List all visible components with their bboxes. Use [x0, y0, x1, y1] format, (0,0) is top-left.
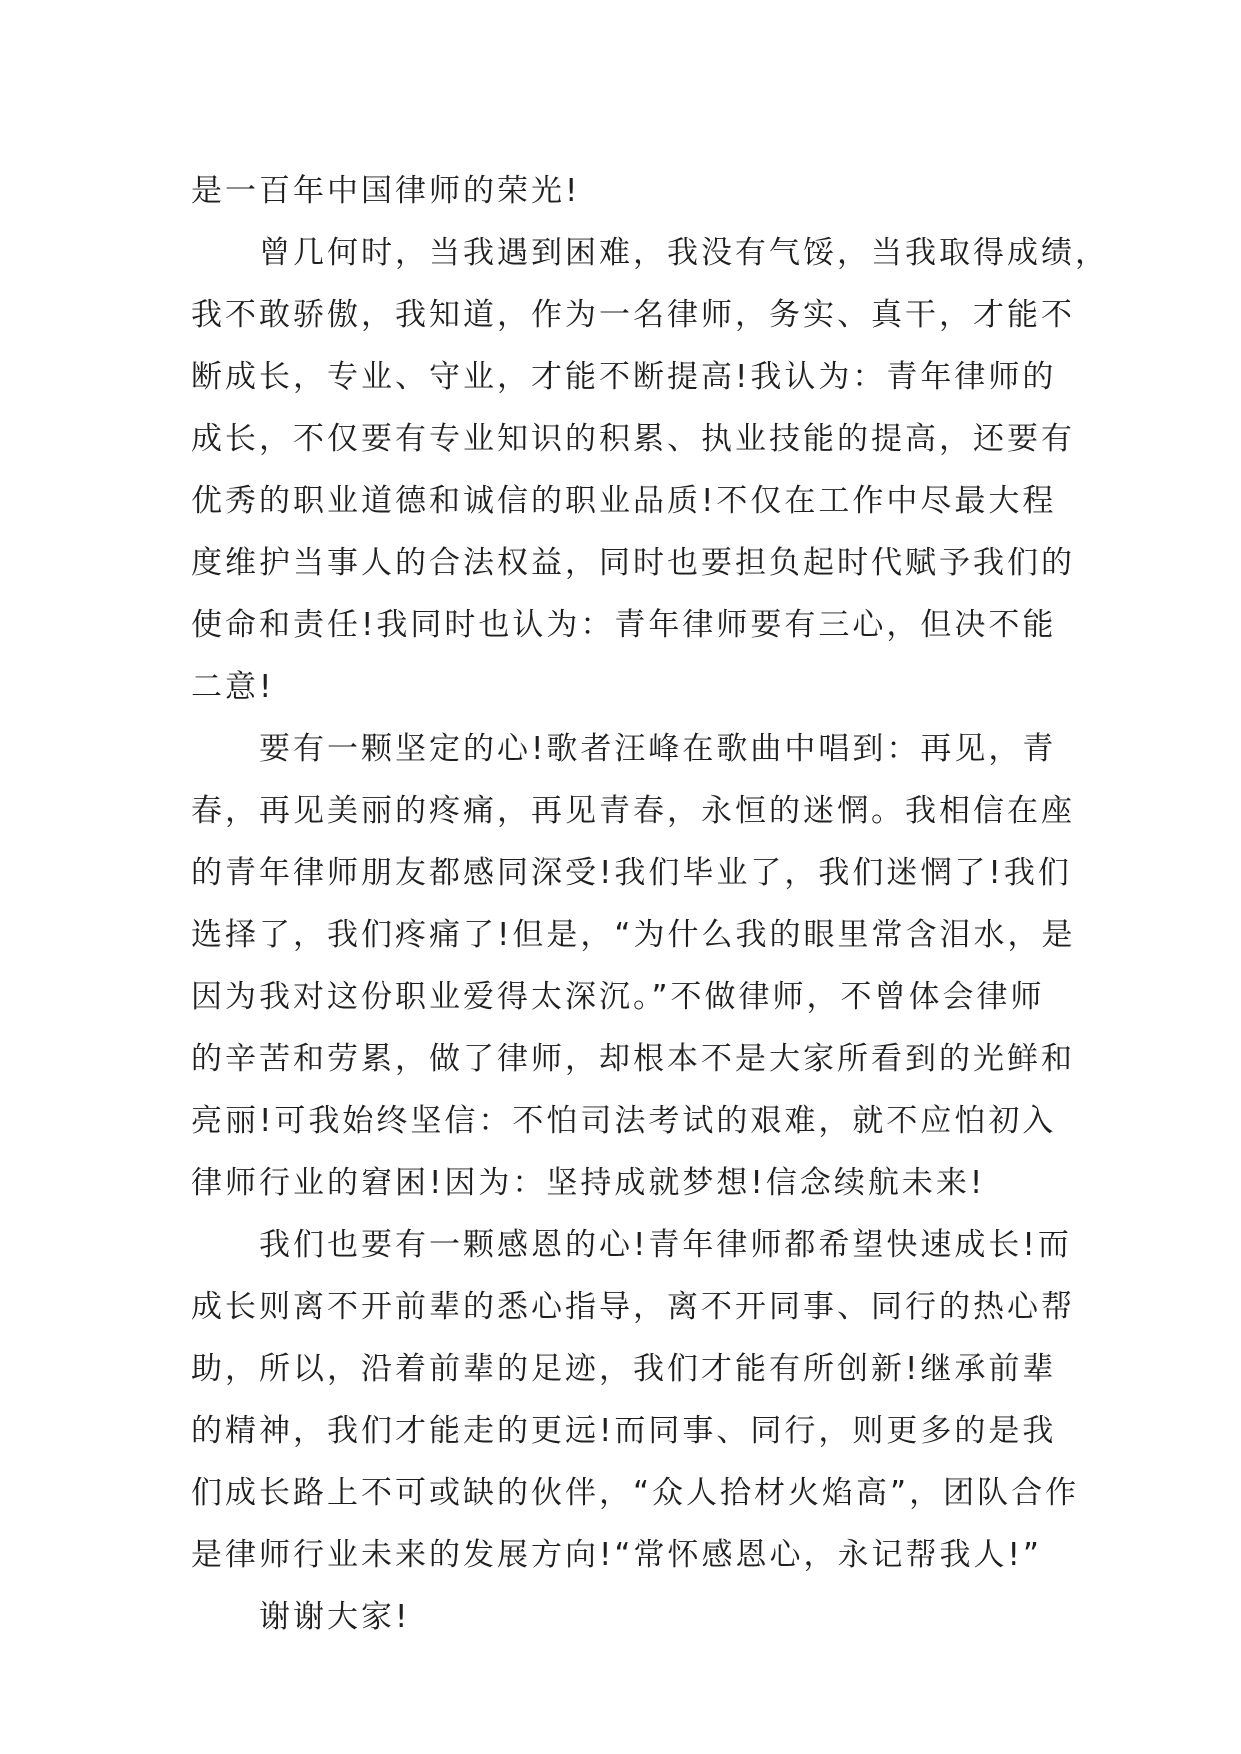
text-line: 春，再见美丽的疼痛，再见青春，永恒的迷惘。我相信在座 — [191, 793, 1075, 829]
text-line: 的辛苦和劳累，做了律师，却根本不是大家所看到的光鲜和 — [191, 1041, 1075, 1077]
document-body — [191, 160, 1109, 1648]
text-line: 度维护当事人的合法权益，同时也要担负起时代赋予我们的 — [191, 545, 1075, 581]
text-line: 的精神，我们才能走的更远!而同事、同行，则更多的是我 — [191, 1413, 1057, 1449]
paragraph-5 — [191, 1586, 1061, 1648]
text-line: 曾几何时，当我遇到困难，我没有气馁，当我取得成绩， — [259, 235, 1109, 271]
paragraph-2 — [191, 222, 1109, 718]
text-line: 我们也要有一颗感恩的心!青年律师都希望快速成长!而 — [259, 1227, 1072, 1263]
text-line: 我不敢骄傲，我知道，作为一名律师，务实、真干，才能不 — [191, 297, 1075, 333]
text-line: 成长，不仅要有专业知识的积累、执业技能的提高，还要有 — [191, 421, 1075, 457]
text-line: 选择了，我们疼痛了!但是，“为什么我的眼里常含泪水，是 — [191, 917, 1076, 953]
text-line: 的青年律师朋友都感同深受!我们毕业了，我们迷惘了!我们 — [191, 855, 1072, 891]
paragraph-3 — [191, 718, 1076, 1214]
text-line: 优秀的职业道德和诚信的职业品质!不仅在工作中尽最大程 — [191, 483, 1057, 519]
text-line: 是律师行业未来的发展方向!“常怀感恩心，永记帮我人!” — [191, 1537, 1042, 1573]
text-line: 要有一颗坚定的心!歌者汪峰在歌曲中唱到：再见，青 — [259, 731, 1057, 767]
text-line: 是一百年中国律师的荣光! — [191, 173, 581, 209]
text-line: 使命和责任!我同时也认为：青年律师要有三心，但决不能 — [191, 607, 1057, 643]
text-line: 亮丽!可我始终坚信：不怕司法考试的艰难，就不应怕初入 — [191, 1103, 1057, 1139]
paragraph-4 — [191, 1214, 1080, 1586]
text-line: 助，所以，沿着前辈的足迹，我们才能有所创新!继承前辈 — [191, 1351, 1057, 1387]
text-line: 律师行业的窘困!因为：坚持成就梦想!信念续航未来! — [191, 1165, 986, 1201]
paragraph-1 — [191, 160, 1061, 222]
text-line: 因为我对这份职业爱得太深沉。”不做律师，不曾体会律师 — [191, 979, 1045, 1015]
text-line: 断成长，专业、守业，才能不断提高!我认为：青年律师的 — [191, 359, 1057, 395]
text-line: 二意! — [191, 669, 275, 705]
text-line: 谢谢大家! — [259, 1599, 411, 1635]
text-line: 成长则离不开前辈的悉心指导，离不开同事、同行的热心帮 — [191, 1289, 1075, 1325]
text-line: 们成长路上不可或缺的伙伴，“众人拾材火焰高”，团队合作 — [191, 1475, 1080, 1511]
